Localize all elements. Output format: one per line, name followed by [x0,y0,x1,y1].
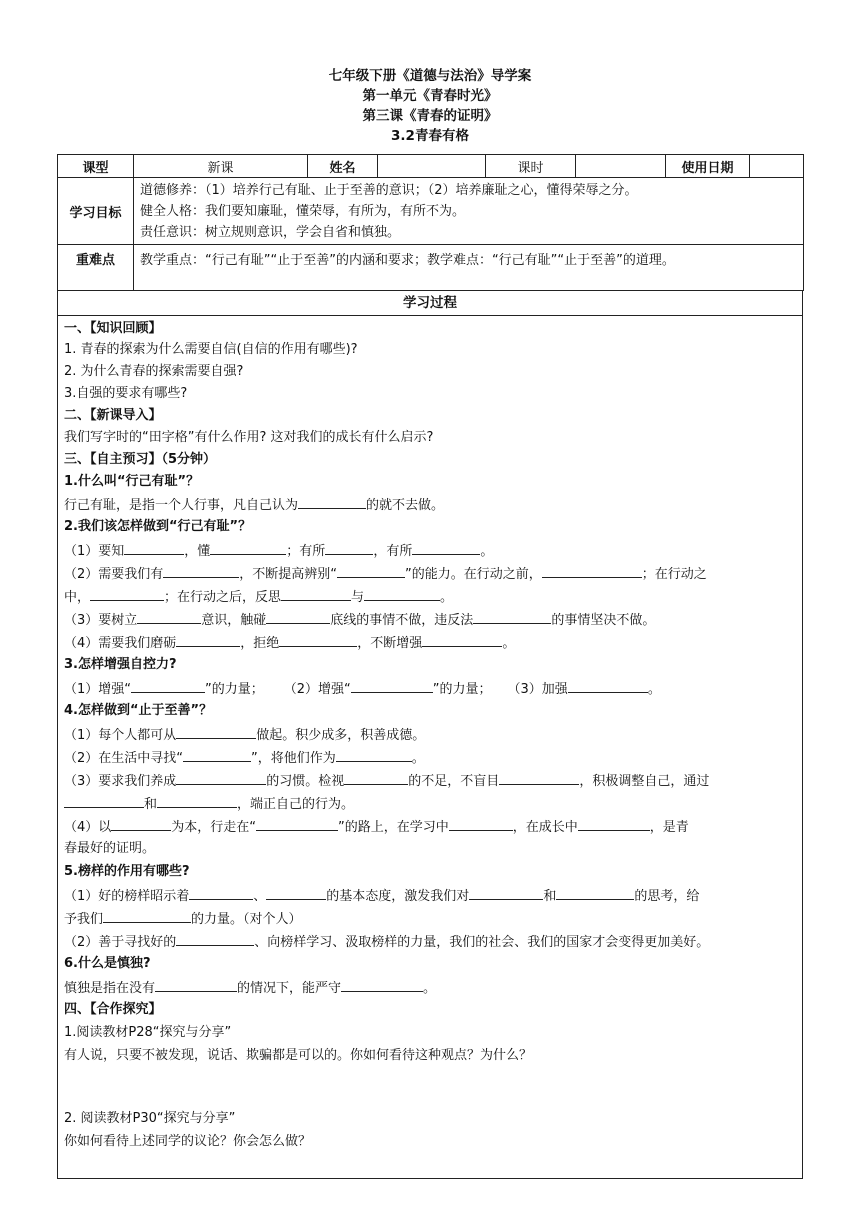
fill-blank[interactable] [111,816,171,831]
fill-blank[interactable] [131,678,205,693]
fill-blank[interactable] [103,908,191,923]
fill-blank[interactable] [336,747,412,762]
q4-line-6: 春最好的证明。 [64,841,156,856]
fill-blank[interactable] [281,586,351,601]
section-intro: 二、【新课导入】 [64,408,162,423]
date-field[interactable] [750,155,804,178]
q2-line-5: （4）需要我们磨砺 ，拒绝 ，不断增强 。 [64,632,798,652]
fill-blank[interactable] [64,793,144,808]
goals-cell [134,178,804,245]
fill-blank[interactable] [499,770,579,785]
fill-blank[interactable] [325,540,373,555]
q4-line-3: （3）要求我们养成 的习惯。检视 的不足，不盲目 ，积极调整自己，通过 [64,770,798,790]
period-label: 课时 [486,155,576,178]
explore-1-question: 有人说，只要不被发现，说话、欺骗都是可以的。你如何看待这种观点？为什么？ [64,1048,533,1063]
fill-blank[interactable] [422,632,502,647]
q2-line-4: （3）要树立 意识，触碰 底线的事情不做，违反法 的事情坚决不做。 [64,609,798,629]
fill-blank[interactable] [176,632,240,647]
fill-blank[interactable] [266,609,330,624]
q5-line-1: （1）好的榜样昭示着 、 的基本态度，激发我们对 和 的思考，给 [64,885,798,905]
fill-blank[interactable] [256,816,338,831]
fill-blank[interactable] [578,816,650,831]
fill-blank[interactable] [176,770,266,785]
q2-line-3: 中， ；在行动之后，反思 与 。 [64,586,798,606]
section-title: 3.2青春有格 [391,128,469,144]
fill-blank[interactable] [469,885,543,900]
fill-blank[interactable] [163,563,239,578]
fill-blank[interactable] [449,816,513,831]
fill-blank[interactable] [210,540,286,555]
unit-title: 第一单元《青春时光》 [362,88,498,104]
review-q3: 3.自强的要求有哪些? [64,386,188,401]
q1-line: 行己有耻，是指一个人行事，凡自己认为 的就不去做。 [64,494,798,514]
q4-line-4: 和 ，端正自己的行为。 [64,793,798,813]
date-label: 使用日期 [666,155,750,178]
goal-personality: 健全人格：我们要知廉耻，懂荣辱，有所为，有所不为。 [140,203,466,219]
fill-blank[interactable] [176,931,254,946]
fill-blank[interactable] [189,885,253,900]
q1-title: 1.什么叫“行己有耻”？ [64,474,200,489]
fill-blank[interactable] [542,563,642,578]
fill-blank[interactable] [341,977,423,992]
q3-title: 3.怎样增强自控力? [64,657,177,672]
fill-blank[interactable] [157,793,237,808]
q6-title: 6.什么是慎独? [64,956,151,971]
q2-line-2: （2）需要我们有 ，不断提高辨别“ ”的能力。在行动之前， ；在行动之 [64,563,798,583]
key-label: 重难点 [58,245,134,291]
fill-blank[interactable] [412,540,480,555]
explore-1-title: 1.阅读教材P28“探究与分享” [64,1025,232,1040]
fill-blank[interactable] [279,632,357,647]
fill-blank[interactable] [176,724,256,739]
lesson-info-table [57,154,804,291]
process-title: 学习过程 [58,291,802,316]
name-label: 姓名 [308,155,378,178]
name-field[interactable] [378,155,486,178]
explore-2-title: 2. 阅读教材P30“探究与分享” [64,1111,236,1126]
fill-blank[interactable] [266,885,326,900]
fill-blank[interactable] [337,563,405,578]
fill-blank[interactable] [124,540,184,555]
q5-title: 5.榜样的作用有哪些? [64,864,190,879]
fill-blank[interactable] [344,770,408,785]
explore-2-question: 你如何看待上述同学的议论？你会怎么做？ [64,1134,312,1149]
lesson-title: 第三课《青春的证明》 [362,108,498,124]
q2-title: 2.我们该怎样做到“行己有耻”？ [64,519,252,534]
q4-line-5: （4）以 为本，行走在“ ”的路上，在学习中 ，在成长中 ，是青 [64,816,798,836]
fill-blank[interactable] [556,885,634,900]
fill-blank[interactable] [568,678,648,693]
review-q1: 1. 青春的探索为什么需要自信(自信的作用有哪些)? [64,342,358,357]
document-titles [0,66,860,146]
section-review: 一、【知识回顾】 [64,321,162,336]
section-preview: 三、【自主预习】（5分钟） [64,452,217,467]
period-field[interactable] [576,155,666,178]
q5-line-2: 予我们 的力量。（对个人） [64,908,798,928]
q3-line: （1）增强“ ”的力量； （2）增强“ ”的力量； （3）加强 。 [64,678,798,698]
q4-line-2: （2）在生活中寻找“ ”，将他们作为 。 [64,747,798,767]
fill-blank[interactable] [298,494,366,509]
learning-process [57,290,803,1179]
section-cooperate: 四、【合作探究】 [64,1002,162,1017]
q4-line-1: （1）每个人都可从 做起。积少成多，积善成德。 [64,724,798,744]
fill-blank[interactable] [137,609,201,624]
goal-moral: 道德修养：（1）培养行己有耻、止于至善的意识；（2）培养廉耻之心，懂得荣辱之分。 [140,182,638,198]
fill-blank[interactable] [351,678,433,693]
fill-blank[interactable] [155,977,237,992]
intro-q: 我们写字时的“田字格”有什么作用? 这对我们的成长有什么启示? [64,430,434,445]
goals-label: 学习目标 [58,178,134,245]
key-text: 教学重点：“行己有耻”“止于至善”的内涵和要求；教学难点：“行己有耻”“止于至善”的道理。 [134,245,804,291]
type-label: 课型 [58,155,134,178]
fill-blank[interactable] [364,586,440,601]
type-value: 新课 [134,155,308,178]
doc-title: 七年级下册《道德与法治》导学案 [328,68,532,84]
fill-blank[interactable] [183,747,251,762]
review-q2: 2. 为什么青春的探索需要自强? [64,364,244,379]
q5-line-3: （2）善于寻找好的 、向榜样学习、汲取榜样的力量，我们的社会、我们的国家才会变得更加美好。 [64,931,798,951]
goal-responsibility: 责任意识：树立规则意识，学会自省和慎独。 [140,224,401,240]
fill-blank[interactable] [90,586,164,601]
q6-line: 慎独是指在没有 的情况下，能严守 。 [64,977,798,997]
q2-line-1: （1）要知 ，懂 ；有所 ，有所 。 [64,540,798,560]
fill-blank[interactable] [473,609,551,624]
q4-title: 4.怎样做到“止于至善”？ [64,703,213,718]
